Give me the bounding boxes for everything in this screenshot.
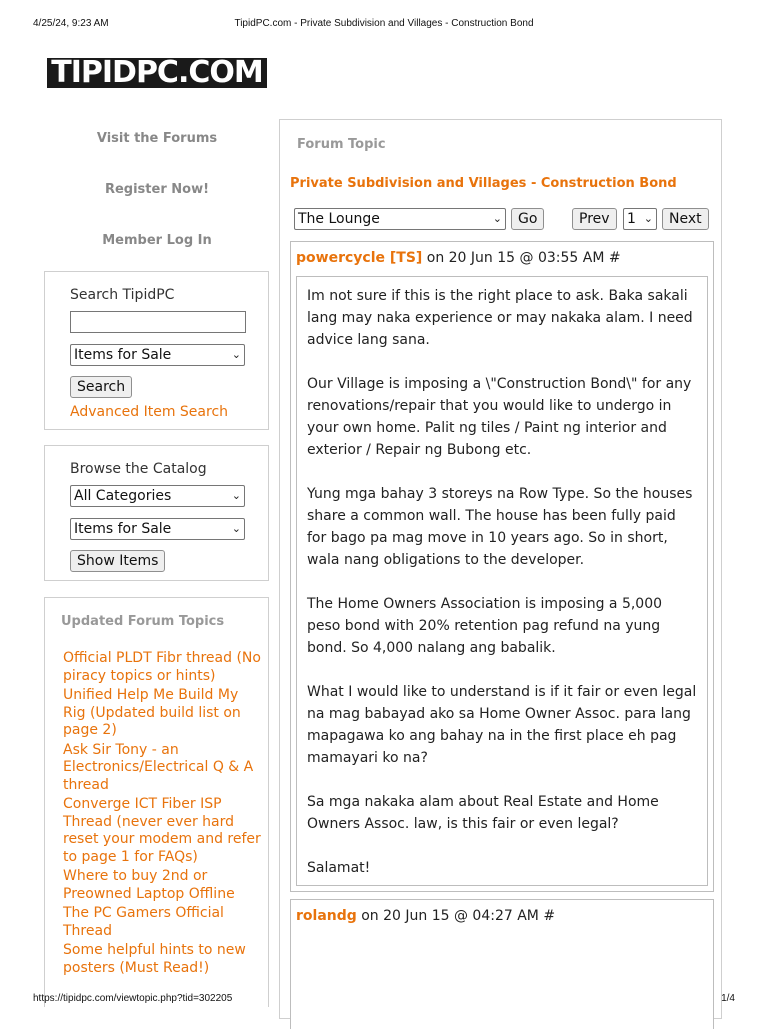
topic-link[interactable]: The PC Gamers Official Thread <box>63 905 224 939</box>
post-paragraph: Sa mga nakaka alam about Real Estate and Home Owners Assoc. law, is this fair or even legal? <box>307 794 659 832</box>
post-author-link[interactable]: powercycle [TS] <box>296 250 423 266</box>
topic-link[interactable]: Ask Sir Tony - an Electronics/Electrical Q & A thread <box>63 741 254 793</box>
topic-link[interactable]: Converge ICT Fiber ISP Thread (never ever hard reset your modem and refer to page 1 for FAQs) <box>63 796 261 865</box>
forum-select-value: The Lounge <box>298 211 380 227</box>
post-body <box>296 276 708 886</box>
catalog-category-select[interactable] <box>70 485 245 507</box>
search-panel <box>44 271 269 430</box>
updated-topics-panel <box>44 597 269 1007</box>
print-page-count: 1/4 <box>721 993 735 1004</box>
site-logo[interactable]: TIPIDPC.COM <box>47 58 267 88</box>
post-header <box>296 250 621 266</box>
forum-post <box>290 899 714 1029</box>
chevron-down-icon: ⌄ <box>231 522 241 535</box>
forum-section-title: Forum Topic <box>297 137 386 152</box>
catalog-panel <box>44 445 269 581</box>
next-page-button[interactable]: Next <box>662 208 709 230</box>
post-paragraph: What I would like to understand is if it fair or even legal na mag babayad ako sa Home Owner Assoc. para lang mapagawa ko ang bahay na in the first place eh pag mamayari ko na? <box>307 684 697 766</box>
post-paragraph: Salamat! <box>307 860 371 876</box>
chevron-down-icon: ⌄ <box>231 348 241 361</box>
print-datetime: 4/25/24, 9:23 AM <box>33 18 109 29</box>
post-paragraph: Im not sure if this is the right place to ask. Baka sakali lang may naka experience or may nakaka alam. I need advice lang sana. <box>307 288 693 348</box>
advanced-search-link[interactable]: Advanced Item Search <box>70 404 229 420</box>
visit-forums-link[interactable]: Visit the Forums <box>96 131 218 146</box>
catalog-category-value: All Categories <box>74 488 172 504</box>
chevron-down-icon: ⌄ <box>643 212 653 225</box>
forum-topic-panel <box>279 119 722 1019</box>
catalog-type-value: Items for Sale <box>74 521 172 537</box>
search-button[interactable]: Search <box>70 376 132 398</box>
post-paragraph: The Home Owners Association is imposing a 5,000 peso bond with 20% retention pag refund na yung bond. So 4,000 nalang ang babalik. <box>307 596 663 656</box>
search-input[interactable] <box>70 311 246 333</box>
go-button[interactable]: Go <box>511 208 544 230</box>
member-login-link[interactable]: Member Log In <box>102 233 212 248</box>
post-paragraph: Yung mga bahay 3 storeys na Row Type. So the houses share a common wall. The house has been fully paid for bago pa mag move in 10 years ago. So in short, wala nang obligations to the developer. <box>307 486 693 568</box>
topic-link[interactable]: Some helpful hints to new posters (Must Read!) <box>63 942 246 976</box>
print-footer <box>0 993 768 1007</box>
print-url: https://tipidpc.com/viewtopic.php?tid=302205 <box>33 993 233 1004</box>
print-page-title: TipidPC.com - Private Subdivision and Villages - Construction Bond <box>234 18 534 29</box>
post-header <box>296 908 555 924</box>
updated-topics-list <box>63 650 263 979</box>
post-meta: on 20 Jun 15 @ 03:55 AM # <box>422 250 621 266</box>
topic-link[interactable]: Official PLDT Fibr thread (No piracy topics or hints) <box>63 650 261 684</box>
forum-select[interactable] <box>294 208 506 230</box>
register-link[interactable]: Register Now! <box>104 182 210 197</box>
updated-topics-title: Updated Forum Topics <box>61 614 225 629</box>
catalog-panel-title: Browse the Catalog <box>70 461 207 477</box>
page-select-value: 1 <box>627 211 636 227</box>
search-category-value: Items for Sale <box>74 347 172 363</box>
forum-post <box>290 241 714 892</box>
post-meta: on 20 Jun 15 @ 04:27 AM # <box>356 908 556 924</box>
chevron-down-icon: ⌄ <box>492 212 502 225</box>
search-category-select[interactable] <box>70 344 245 366</box>
post-paragraph: Our Village is imposing a \"Construction Bond\" for any renovations/repair that you would like to undergo in your own home. Palit ng tiles / Paint ng interior and exterior / Repair ng Bubong etc. <box>307 376 692 458</box>
topic-link[interactable]: Where to buy 2nd or Preowned Laptop Offline <box>63 868 235 902</box>
catalog-type-select[interactable] <box>70 518 245 540</box>
post-author-link[interactable]: rolandg <box>296 908 357 924</box>
topic-link[interactable]: Unified Help Me Build My Rig (Updated build list on page 2) <box>63 687 241 738</box>
search-panel-title: Search TipidPC <box>70 287 175 303</box>
chevron-down-icon: ⌄ <box>231 489 241 502</box>
thread-title: Private Subdivision and Villages - Construction Bond <box>290 176 677 191</box>
page-select[interactable] <box>623 208 657 230</box>
print-header <box>0 18 768 32</box>
prev-page-button[interactable]: Prev <box>572 208 617 230</box>
show-items-button[interactable]: Show Items <box>70 550 165 572</box>
